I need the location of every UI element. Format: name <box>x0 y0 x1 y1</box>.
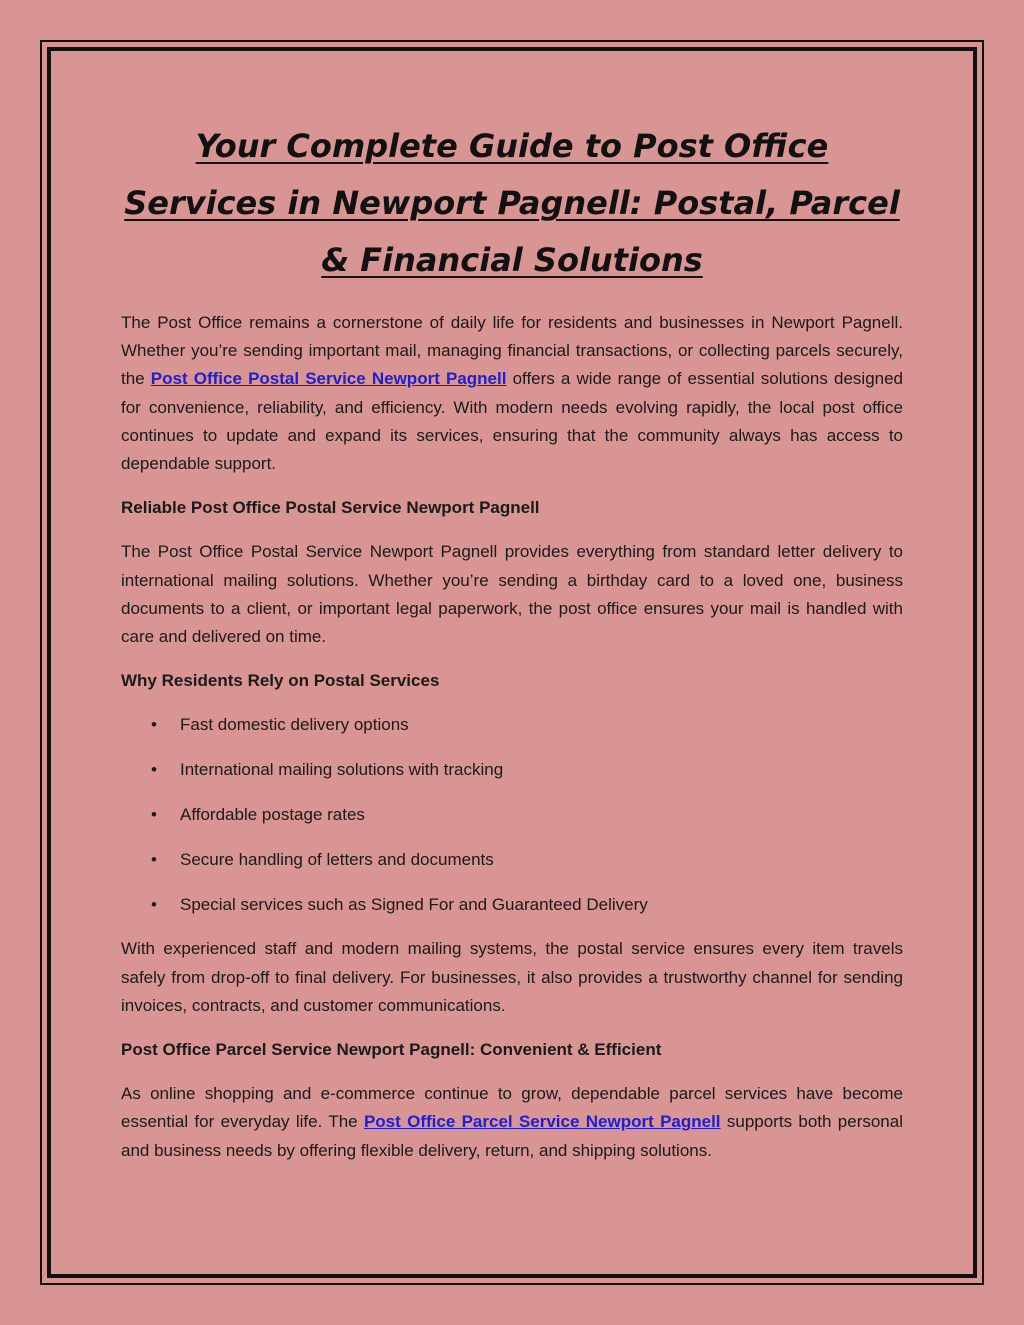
parcel-text-before-link: As online shopping and e-commerce continue to grow, dependable parcel services have become essential for everyday life. The <box>121 1084 903 1132</box>
section-heading-why-residents: Why Residents Rely on Postal Services <box>121 671 440 691</box>
list-item-text: Special services such as Signed For and Guaranteed Delivery <box>180 894 648 914</box>
list-item <box>121 891 903 919</box>
bullet-icon: • <box>151 715 157 735</box>
list-item-text: Affordable postage rates <box>180 805 365 825</box>
bullet-icon: • <box>151 894 157 914</box>
section-heading-postal: Reliable Post Office Postal Service Newport Pagnell <box>121 498 540 518</box>
intro-text-after-link: offers a wide range of essential solutions designed for convenience, reliability, and efficiency. With modern needs evolving rapidly, the local post office continues to update and expand its services, ensuring that the community always has access to dependable support. <box>121 369 904 474</box>
list-item-text: Fast domestic delivery options <box>180 715 409 735</box>
list-item <box>121 756 903 784</box>
list-item <box>121 846 903 874</box>
bullet-icon: • <box>151 805 157 825</box>
list-item-text: Secure handling of letters and documents <box>180 849 494 869</box>
list-item <box>121 801 903 829</box>
section-heading-parcel: Post Office Parcel Service Newport Pagnell: Convenient & Efficient <box>121 1040 662 1060</box>
postal-paragraph: The Post Office Postal Service Newport Pagnell provides everything from standard letter delivery to international mailing solutions. Whether you’re sending a birthday card to a loved one, business documents to a client, or important legal paperwork, the post office ensures your mail is handled with care and delivered on time. <box>121 542 903 647</box>
intro-text-before-link: The Post Office remains a cornerstone of daily life for residents and businesses in Newport Pagnell. Whether you’re sending important mail, managing financial transactions, or collecting parcels securely, the <box>121 313 903 389</box>
list-item <box>121 711 903 739</box>
parcel-paragraph <box>121 1080 903 1165</box>
bullet-icon: • <box>151 760 157 780</box>
parcel-text-after-link: supports both personal and business needs by offering flexible delivery, return, and shipping solutions. <box>121 1112 903 1160</box>
parcel-service-link[interactable]: Post Office Parcel Service Newport Pagnell <box>363 1112 721 1132</box>
postal-closing-paragraph: With experienced staff and modern mailing systems, the postal service ensures every item travels safely from drop-off to final delivery. For businesses, it also provides a trustworthy channel for sending invoices, contracts, and customer communications. <box>121 939 903 1015</box>
page-title: Your Complete Guide to Post Office Services in Newport Pagnell: Postal, Parcel & Financial Solutions <box>124 127 900 279</box>
postal-service-link[interactable]: Post Office Postal Service Newport Pagnell <box>150 369 507 389</box>
bullet-icon: • <box>151 849 157 869</box>
document-body <box>121 118 903 1181</box>
postal-benefits-list <box>121 711 903 918</box>
intro-paragraph <box>121 309 903 478</box>
list-item-text: International mailing solutions with tracking <box>180 760 504 780</box>
